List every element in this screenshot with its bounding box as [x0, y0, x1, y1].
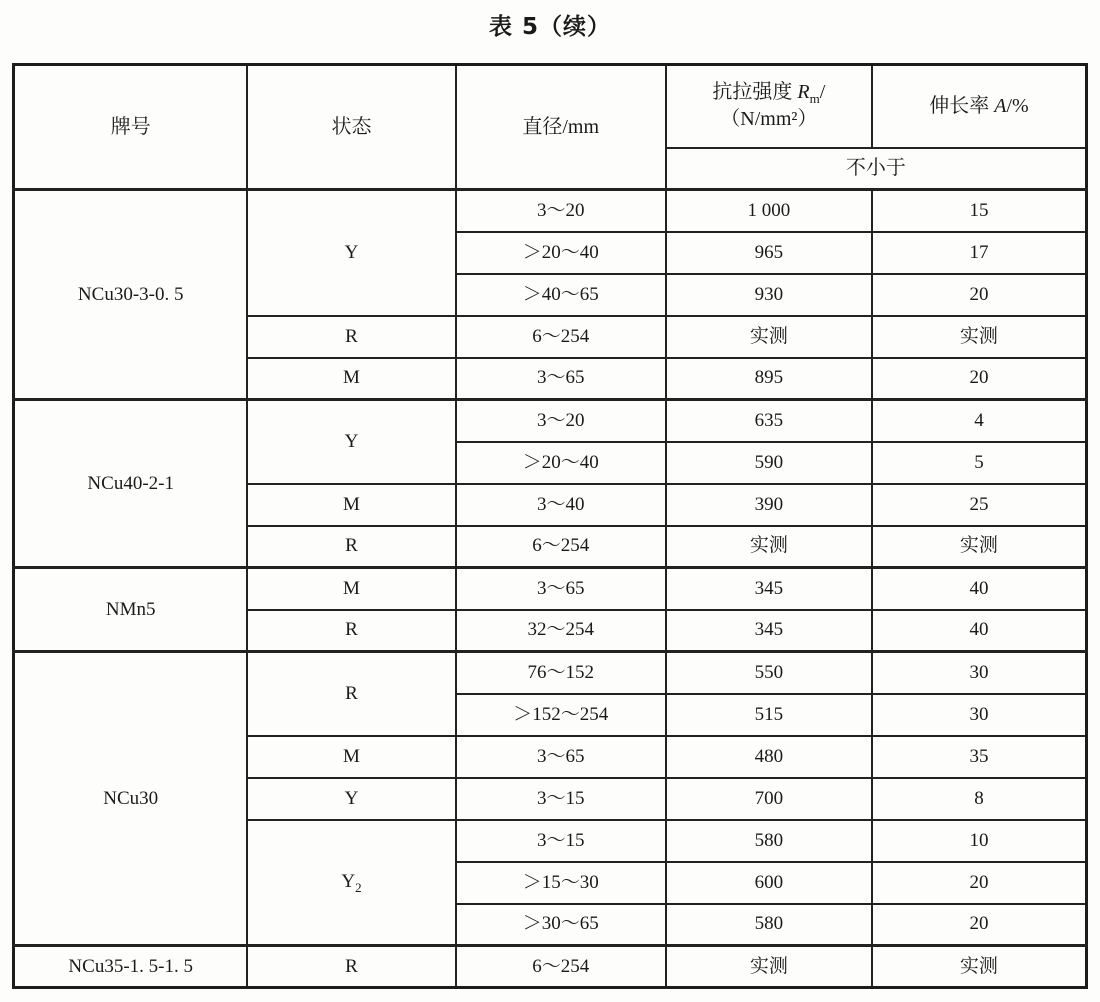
diameter-cell: 3～20 — [456, 400, 666, 442]
elongation-cell: 4 — [872, 400, 1087, 442]
diameter-cell: 32～254 — [456, 610, 666, 652]
elongation-cell: 30 — [872, 652, 1087, 694]
state-cell: M — [247, 484, 455, 526]
tensile-cell: 580 — [666, 820, 872, 862]
header-row — [14, 65, 1087, 148]
col-header-grade: 牌号 — [14, 65, 248, 190]
grade-cell: NCu40-2-1 — [14, 400, 248, 568]
elongation-label: 伸长率 — [929, 94, 995, 117]
spec-table — [12, 63, 1088, 989]
elongation-cell: 25 — [872, 484, 1087, 526]
table-body — [14, 190, 1087, 988]
tensile-header-unit: （N/mm²） — [720, 108, 818, 131]
elongation-cell: 实测 — [872, 316, 1087, 358]
tensile-cell: 1 000 — [666, 190, 872, 232]
state-cell: M — [247, 358, 455, 400]
state-cell: M — [247, 568, 455, 610]
diameter-cell: 3～65 — [456, 736, 666, 778]
diameter-cell: ＞30～65 — [456, 904, 666, 946]
elongation-cell: 5 — [872, 442, 1087, 484]
tensile-cell: 965 — [666, 232, 872, 274]
state-cell: R — [247, 526, 455, 568]
diameter-cell: 6～254 — [456, 316, 666, 358]
tensile-label: 抗拉强度 — [712, 81, 798, 104]
tensile-cell: 590 — [666, 442, 872, 484]
elongation-cell: 35 — [872, 736, 1087, 778]
state-cell: R — [247, 946, 455, 988]
diameter-cell: 3～65 — [456, 358, 666, 400]
elongation-cell: 40 — [872, 610, 1087, 652]
table-header — [14, 65, 1087, 190]
diameter-cell: 6～254 — [456, 946, 666, 988]
tensile-cell: 600 — [666, 862, 872, 904]
tensile-cell: 480 — [666, 736, 872, 778]
elongation-cell: 20 — [872, 358, 1087, 400]
diameter-cell: 3～15 — [456, 778, 666, 820]
tensile-subscript: m — [809, 91, 820, 107]
elongation-cell: 30 — [872, 694, 1087, 736]
tensile-cell: 实测 — [666, 526, 872, 568]
state-subscript: 2 — [355, 880, 362, 896]
tensile-cell: 550 — [666, 652, 872, 694]
tensile-slash: / — [819, 81, 826, 104]
grade-cell: NCu35-1. 5-1. 5 — [14, 946, 248, 988]
state-cell: R — [247, 610, 455, 652]
diameter-cell: ＞20～40 — [456, 232, 666, 274]
table-row — [14, 400, 1087, 442]
state-cell: Y — [247, 778, 455, 820]
subheader-not-less-than: 不小于 — [666, 148, 1087, 190]
col-header-diameter: 直径/mm — [456, 65, 666, 190]
diameter-cell: ＞152～254 — [456, 694, 666, 736]
tensile-cell: 700 — [666, 778, 872, 820]
tensile-cell: 345 — [666, 610, 872, 652]
state-cell: M — [247, 736, 455, 778]
tensile-cell: 实测 — [666, 946, 872, 988]
table-row — [14, 652, 1087, 694]
diameter-cell: 3～20 — [456, 190, 666, 232]
state-cell: $Y_2$ — [247, 820, 455, 946]
tensile-symbol: R — [797, 81, 810, 104]
tensile-cell: 390 — [666, 484, 872, 526]
grade-cell: NCu30 — [14, 652, 248, 946]
diameter-cell: ＞15～30 — [456, 862, 666, 904]
tensile-cell: 345 — [666, 568, 872, 610]
col-header-tensile — [666, 65, 872, 148]
tensile-cell: 930 — [666, 274, 872, 316]
elongation-cell: 20 — [872, 274, 1087, 316]
col-header-state: 状态 — [247, 65, 455, 190]
elongation-cell: 10 — [872, 820, 1087, 862]
diameter-cell: 3～15 — [456, 820, 666, 862]
elongation-cell: 实测 — [872, 526, 1087, 568]
table-title: 表 5（续） — [488, 14, 611, 40]
table-row — [14, 190, 1087, 232]
table-row — [14, 568, 1087, 610]
diameter-cell: 76～152 — [456, 652, 666, 694]
state-cell: R — [247, 652, 455, 736]
grade-cell: NCu30-3-0. 5 — [14, 190, 248, 400]
elongation-cell: 15 — [872, 190, 1087, 232]
diameter-cell: 3～65 — [456, 568, 666, 610]
tensile-cell: 580 — [666, 904, 872, 946]
elongation-cell: 实测 — [872, 946, 1087, 988]
elongation-symbol: A — [994, 94, 1007, 117]
table-row — [14, 946, 1087, 988]
col-header-elongation — [872, 65, 1087, 148]
tensile-cell: 515 — [666, 694, 872, 736]
state-cell: Y — [247, 190, 455, 316]
tensile-cell: 895 — [666, 358, 872, 400]
grade-cell: NMn5 — [14, 568, 248, 652]
elongation-unit: /% — [1006, 94, 1029, 117]
elongation-cell: 40 — [872, 568, 1087, 610]
tensile-cell: 实测 — [666, 316, 872, 358]
tensile-header-line1 — [671, 79, 867, 106]
diameter-cell: ＞20～40 — [456, 442, 666, 484]
elongation-cell: 17 — [872, 232, 1087, 274]
diameter-cell: 3～40 — [456, 484, 666, 526]
elongation-cell: 8 — [872, 778, 1087, 820]
diameter-cell: ＞40～65 — [456, 274, 666, 316]
tensile-cell: 635 — [666, 400, 872, 442]
elongation-cell: 20 — [872, 904, 1087, 946]
state-cell: R — [247, 316, 455, 358]
state-cell: Y — [247, 400, 455, 484]
elongation-cell: 20 — [872, 862, 1087, 904]
diameter-cell: 6～254 — [456, 526, 666, 568]
